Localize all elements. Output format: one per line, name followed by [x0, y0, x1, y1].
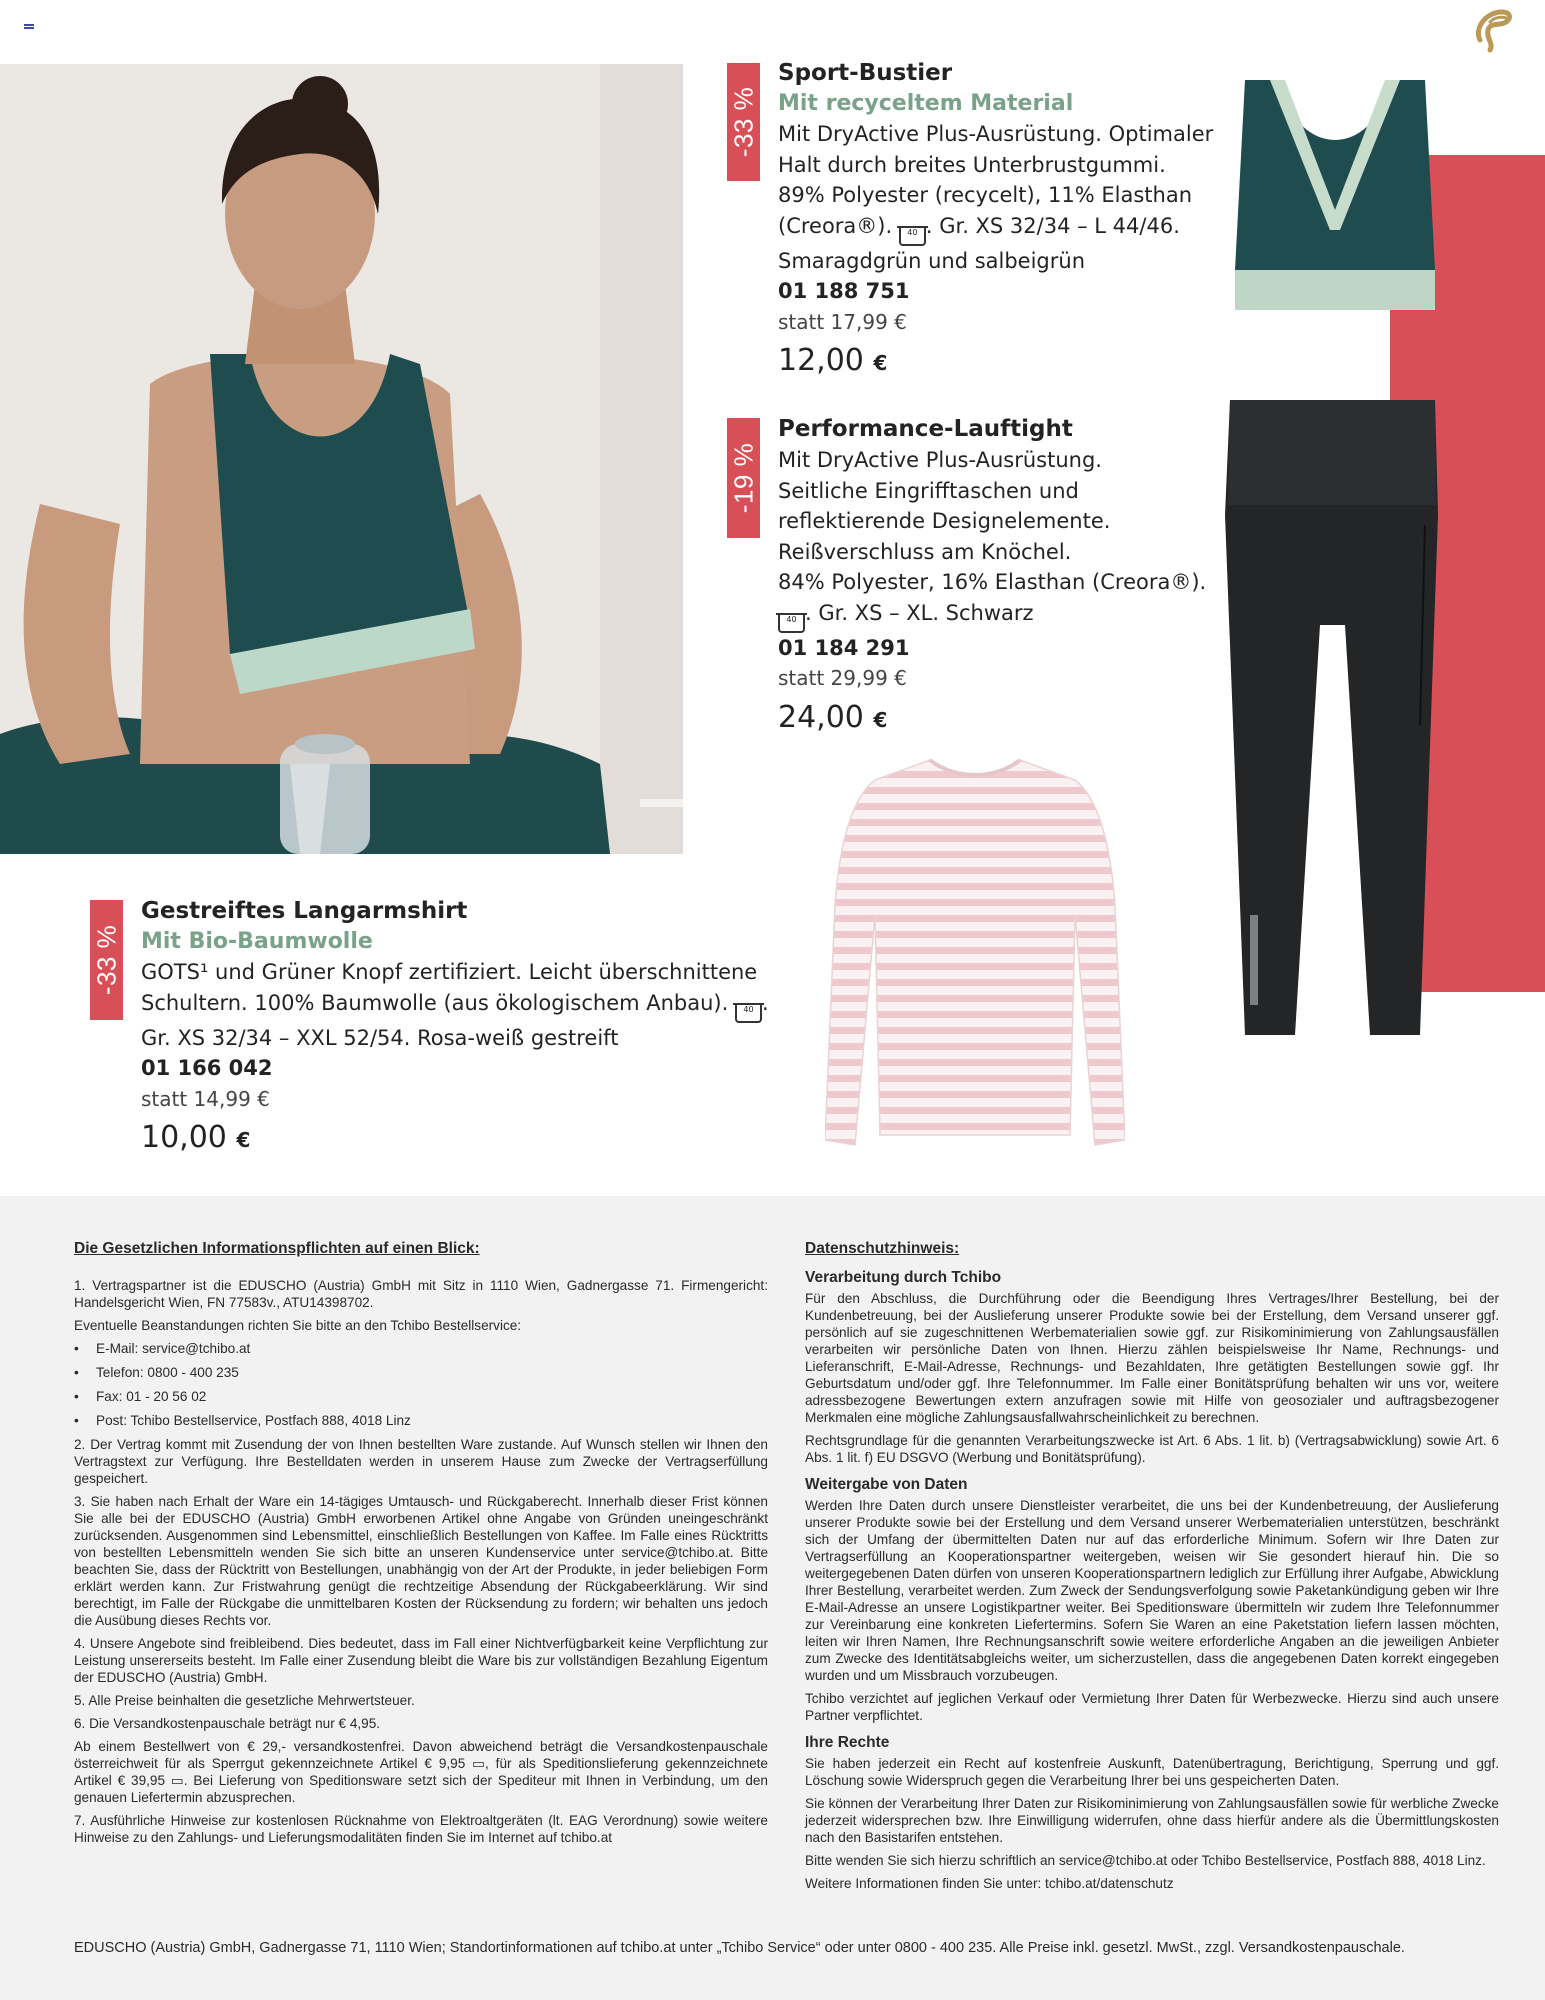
legal-info-column: [74, 1240, 768, 1852]
product-desc-line: [778, 211, 1218, 246]
price: [778, 696, 1218, 742]
price: [141, 1116, 781, 1162]
product-subtitle: Mit Bio-Baumwolle: [141, 929, 373, 954]
legal-paragraph: 7. Ausführliche Hinweise zur kostenlosen Rücknahme von Elektroaltgeräten (lt. EAG Verordnung) sowie weitere Hinweise zu den Zahlungs- und Lieferungsmodalitäten finden Sie im Internet auf tchibo.at: [74, 1813, 768, 1845]
product-desc-line: [141, 988, 781, 1023]
privacy-paragraph: Bitte wenden Sie sich hierzu schriftlich an service@tchibo.at oder Tchibo Bestellservice, Postfach 888, 4018 Linz.: [805, 1853, 1486, 1868]
privacy-paragraph: Tchibo verzichtet auf jeglichen Verkauf oder Vermietung Ihrer Daten für Werbezwecke. Hierzu sind auch unsere Partner verpflichtet.: [805, 1691, 1499, 1723]
privacy-subheading: Weitergabe von Daten: [805, 1476, 968, 1493]
privacy-column: [805, 1240, 1499, 1898]
product-desc-line: Halt durch breites Unterbrustgummi.: [778, 152, 1166, 177]
currency: €: [236, 1128, 251, 1152]
model-photo: [0, 64, 683, 854]
sport-bustier-image: [1225, 70, 1445, 320]
wash-40-icon: 40: [735, 1003, 762, 1023]
price-value: 10,00: [141, 1120, 227, 1155]
product-desc-line: Mit DryActive Plus-Ausrüstung.: [778, 448, 1102, 472]
list-item: • Telefon: 0800 - 400 235: [74, 1364, 768, 1381]
austria-flag-icon: [24, 24, 34, 31]
product-desc-text: . Gr. XS – XL. Schwarz: [805, 600, 1034, 625]
product-desc-line: Reißverschluss am Knöchel.: [778, 539, 1072, 564]
product-desc-text: .: [761, 990, 769, 1015]
product-langarmshirt: [141, 896, 781, 1162]
product-desc-text: . Gr. XS 32/34 – L 44/46.: [925, 213, 1180, 238]
privacy-paragraph: Für den Abschluss, die Durchführung oder die Beendigung Ihres Vertrages/Ihrer Bestellung, bei der Kundenbetreuung, bei der Auslieferung unserer Produkte sowie bei der Erstellung, dem Versand unserer ggf. persönlich auf sie zugeschnittenen Werbematerialien sowie ggf. zur Risikominimierung von Zahlungsausfällen verarbeiten wir persönliche Daten von Ihnen. Hierzu zählen beispielsweise Ihr Name, Rechnungs- und Lieferanschrift, E-Mail-Adresse, Rechnungs- und Bezahldaten, Ihre getätigten Bestellungen sowie ggf. Ihr Geburtsdatum und/oder ggf. Ihre Telefonnummer. Im Falle einer Bonitätsprüfung behalten wir uns vor, weitere adressbezogene Bewertungen extern anzufragen sowie mit Hilfe von geosozialer und auftragsbezogener Merkmalen eine mögliche Zahlungsausfallwahrscheinlichkeit zu berechnen.: [805, 1291, 1499, 1425]
legal-paragraph: 6. Die Versandkostenpauschale beträgt nur € 4,95.: [74, 1716, 381, 1731]
wash-40-icon: 40: [778, 613, 805, 633]
legal-paragraph: 5. Alle Preise beinhalten die gesetzliche Mehrwertsteuer.: [74, 1693, 415, 1708]
product-desc-line: GOTS¹ und Grüner Knopf zertifiziert. Leicht überschnittene: [141, 960, 758, 984]
product-name: Sport-Bustier: [778, 60, 953, 86]
footer-text: EDUSCHO (Austria) GmbH, Gadnergasse 71, 1110 Wien; Standortinformationen auf tchibo.at unter „Tchibo Service“ oder unter 0800 - 400 235. Alle Preise inkl. gesetzl. MwSt., zzgl. Versandkostenpauschale.: [74, 1940, 1405, 1956]
tchibo-bean-logo-icon: [1460, 0, 1520, 60]
legal-paragraph: Eventuelle Beanstandungen richten Sie bitte an den Tchibo Bestellservice:: [74, 1318, 522, 1333]
old-price: statt 29,99 €: [778, 666, 907, 690]
price-value: 24,00: [778, 699, 864, 735]
old-price: statt 14,99 €: [141, 1086, 270, 1111]
product-desc-line: Seitliche Eingrifftaschen und: [778, 478, 1079, 503]
article-number: 01 188 751: [778, 279, 910, 303]
discount-badge: -19 %: [727, 418, 760, 538]
article-number: 01 166 042: [141, 1056, 273, 1080]
article-number: 01 184 291: [778, 635, 910, 660]
product-desc-line: Mit DryActive Plus-Ausrüstung. Optimaler: [778, 122, 1214, 146]
product-desc-text: (Creora®).: [778, 213, 893, 238]
privacy-paragraph: Rechtsgrundlage für die genannten Verarbeitungszwecke ist Art. 6 Abs. 1 lit. b) (Vertragsabwicklung) sowie Art. 6 Abs. 1 lit. f) EU DSGVO (Werbung und Bonitätsprüfung).: [805, 1433, 1499, 1465]
product-desc-line: [778, 598, 1218, 633]
list-item: • Post: Tchibo Bestellservice, Postfach 888, 4018 Linz: [74, 1412, 768, 1429]
price-value: 12,00: [778, 343, 864, 378]
product-sport-bustier: [778, 58, 1218, 385]
privacy-subheading: Verarbeitung durch Tchibo: [805, 1269, 1002, 1286]
legal-heading: Die Gesetzlichen Informationspflichten auf einen Blick:: [74, 1240, 480, 1257]
product-name: Performance-Lauftight: [778, 416, 1073, 442]
privacy-subheading: Ihre Rechte: [805, 1734, 890, 1751]
currency: €: [873, 351, 888, 375]
product-desc-line: Gr. XS 32/34 – XXL 52/54. Rosa-weiß gestreift: [141, 1025, 619, 1050]
privacy-paragraph: Werden Ihre Daten durch unsere Dienstleister verarbeitet, die uns bei der Kundenbetreuung, der Auslieferung unserer Produkte sowie bei der Erstellung und dem Versand unserer Werbematerialien unterstützen, beschränkt sich der Umfang der übermittelten Daten nur auf das erforderliche Minimum. Sofern wir Ihre Daten zur Vertragserfüllung an Kooperationspartner weitergeben, weisen wir Sie gesondert hierauf hin. Die so weitergegebenen Daten dürfen von unseren Kooperationspartnern lediglich zur Erfüllung ihrer Aufgabe, Abwicklung Ihrer Bestellung, verarbeitet werden. Zum Zweck der Sendungsverfolgung sowie Paketankündigung geben wir Ihre E-Mail-Adresse an unsere Logistikpartner weiter. Bei Speditionsware übermitteln wir zudem Ihre Telefonnummer zur Vereinbarung eine konkreten Liefertermins. Sofern Sie Waren an eine Paketstation liefern lassen möchten, leiten wir Ihren Namen, Ihre Rechnungsanschrift sowie weitere erforderliche Angaben an die jeweiligen Anbieter zum Zwecke des Identitätsabgleichs weiter, um sicherzustellen, dass die angegebenen Daten korrekt eingegeben wurden und um Missbrauch vorzubeugen.: [805, 1498, 1499, 1683]
product-name: Gestreiftes Langarmshirt: [141, 898, 468, 924]
list-item: • E-Mail: service@tchibo.at: [74, 1340, 768, 1357]
product-desc-line: 84% Polyester, 16% Elasthan (Creora®).: [778, 570, 1207, 594]
langarmshirt-image: [825, 755, 1125, 1150]
product-desc-line: 89% Polyester (recycelt), 11% Elasthan: [778, 183, 1193, 207]
discount-badge: -33 %: [727, 63, 760, 181]
price: [778, 339, 1218, 385]
legal-paragraph: 3. Sie haben nach Erhalt der Ware ein 14-tägiges Umtausch- und Rückgaberecht. Innerhalb dieser Frist können Sie alle bei der EDUSCHO (Austria) GmbH erworbenen Artikel ohne Angabe von Gründen uneingeschränkt zurücksenden. Ausgenommen sind Lebensmittel, einschließlich Bestellungen von Kaffee. Im Falle eines Rücktritts von bestellten Lebensmitteln wenden Sie sich bitte an unseren Kundenservice unter service@tchibo.at. Bitte beachten Sie, dass der Rücktritt von Bestellungen, unabhängig von der Art der Produkte, in jeder beliebigen Form erklärt werden kann. Zur Fristwahrung genügt die rechtzeitige Absendung der Rückgabeerklärung. Wir sind berechtigt, im Falle der Rückgabe die unmittelbaren Kosten der Rücksendung zu fordern; wir behalten uns jedoch die Ausübung dieses Rechts vor.: [74, 1494, 768, 1628]
privacy-paragraph: Sie können der Verarbeitung Ihrer Daten zur Risikominimierung von Zahlungsausfällen sowie für werbliche Zwecke jederzeit widersprechen bzw. Ihre Einwilligung widerrufen, ohne dass hierfür andere als die Übermittlungskosten nach den Basistarifen entstehen.: [805, 1796, 1499, 1845]
privacy-paragraph: Weitere Informationen finden Sie unter: tchibo.at/datenschutz: [805, 1876, 1174, 1891]
legal-paragraph: 4. Unsere Angebote sind freibleibend. Dies bedeutet, dass im Fall einer Nichtverfügbarkeit keine Verpflichtung zur Leistung unsererseits besteht. Im Falle einer Zusendung bleibt die Ware bis zur vollständigen Bezahlung Eigentum der EDUSCHO (Austria) GmbH.: [74, 1636, 768, 1685]
list-item: • Fax: 01 - 20 56 02: [74, 1388, 768, 1405]
contact-list: [74, 1340, 768, 1429]
lauftight-image: [1220, 395, 1445, 1045]
product-desc-line: reflektierende Designelemente.: [778, 509, 1111, 533]
privacy-heading: Datenschutzhinweis:: [805, 1240, 960, 1257]
product-subtitle: Mit recyceltem Material: [778, 91, 1074, 116]
product-desc-text: Schultern. 100% Baumwolle (aus ökologischem Anbau).: [141, 990, 729, 1015]
product-desc-line: Smaragdgrün und salbeigrün: [778, 248, 1086, 273]
discount-badge: -33 %: [90, 900, 123, 1020]
privacy-paragraph: Sie haben jederzeit ein Recht auf kostenfreie Auskunft, Datenübertragung, Berichtigung, Sperrung und ggf. Löschung sowie Widerspruch gegen die Verarbeitung Ihrer bei uns gespeicherten Daten.: [805, 1756, 1499, 1788]
product-lauftight: [778, 414, 1218, 742]
legal-paragraph: 2. Der Vertrag kommt mit Zusendung der von Ihnen bestellten Ware zustande. Auf Wunsch stellen wir Ihnen den Vertragstext zur Verfügung. Ihre Bestelldaten werden in unserem Hause zum Zwecke der Vertragserfüllung gespeichert.: [74, 1437, 768, 1486]
currency: €: [873, 707, 888, 732]
legal-paragraph: 1. Vertragspartner ist die EDUSCHO (Austria) GmbH mit Sitz in 1110 Wien, Gadnergasse 71. Firmengericht: Handelsgericht Wien, FN 77583v., ATU14398702.: [74, 1278, 768, 1310]
legal-paragraph: Ab einem Bestellwert von € 29,- versandkostenfrei. Davon abweichend beträgt die Versandkostenpauschale österreichweit für als Sperrgut gekennzeichnete Artikel € 9,95 ▭, für als Speditionslieferung gekennzeichnete Artikel € 39,95 ▭. Bei Lieferung von Speditionsware setzt sich der Spediteur mit Ihnen in Verbindung, um den genauen Liefertermin abzusprechen.: [74, 1739, 768, 1805]
old-price: statt 17,99 €: [778, 309, 907, 334]
wash-40-icon: 40: [899, 226, 926, 246]
